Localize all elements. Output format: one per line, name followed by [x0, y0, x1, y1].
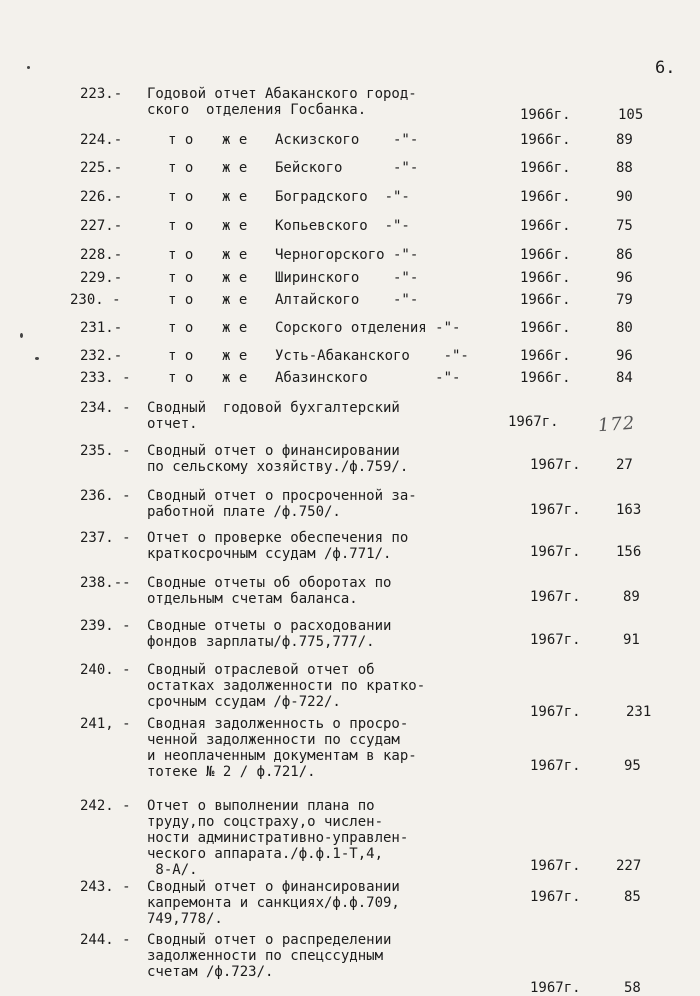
- item-title: Сводный отраслевой отчет об остатках задолженности по кратко- срочным ссудам /ф-722/.: [147, 662, 426, 710]
- item-number: 242. -: [80, 798, 131, 814]
- item-number: 240. -: [80, 662, 131, 678]
- item-number: 230. -: [70, 292, 121, 308]
- item-sheet-count: 231: [626, 704, 652, 720]
- item-organization: Ширинского -"-: [275, 270, 419, 286]
- item-number: 228.-: [80, 247, 123, 263]
- item-year: 1967г.: [530, 704, 581, 720]
- item-title: Сводный отчет о финансировании капремонта и санкциях/ф.ф.709, 749,778/.: [147, 879, 400, 927]
- item-number: 236. -: [80, 488, 131, 504]
- margin-speck: [35, 357, 39, 360]
- item-number: 224.-: [80, 132, 123, 148]
- item-sheet-count: 75: [616, 218, 633, 234]
- item-year: 1967г.: [530, 632, 581, 648]
- item-organization: Усть-Абаканского -"-: [275, 348, 469, 364]
- item-title: Сводный годовой бухгалтерский отчет.: [147, 400, 400, 432]
- item-year: 1967г.: [530, 758, 581, 774]
- item-year: 1966г.: [520, 292, 571, 308]
- item-number: 241, -: [80, 716, 131, 732]
- item-organization: Черногорского -"-: [275, 247, 419, 263]
- ditto-word-zhe: ж е: [222, 160, 248, 176]
- ditto-word-to: т о: [168, 348, 194, 364]
- item-year: 1966г.: [520, 160, 571, 176]
- ditto-word-zhe: ж е: [222, 370, 248, 386]
- ditto-word-zhe: ж е: [222, 320, 248, 336]
- item-sheet-count: 80: [616, 320, 633, 336]
- item-title: Отчет о проверке обеспечения по краткосрочным ссудам /ф.771/.: [147, 530, 409, 562]
- item-number: 244. -: [80, 932, 131, 948]
- ditto-word-to: т о: [168, 270, 194, 286]
- item-year: 1967г.: [530, 858, 581, 874]
- item-sheet-count: 86: [616, 247, 633, 263]
- item-sheet-count: 227: [616, 858, 642, 874]
- item-year: 1966г.: [520, 189, 571, 205]
- item-number: 229.-: [80, 270, 123, 286]
- ditto-word-zhe: ж е: [222, 292, 248, 308]
- item-number: 227.-: [80, 218, 123, 234]
- ditto-word-to: т о: [168, 218, 194, 234]
- item-number: 234. -: [80, 400, 131, 416]
- item-number: 239. -: [80, 618, 131, 634]
- item-organization: Аскизского -"-: [275, 132, 419, 148]
- item-sheet-count: 90: [616, 189, 633, 205]
- ditto-word-zhe: ж е: [222, 348, 248, 364]
- ditto-word-to: т о: [168, 247, 194, 263]
- item-number: 226.-: [80, 189, 123, 205]
- ditto-word-to: т о: [168, 320, 194, 336]
- item-number: 225.-: [80, 160, 123, 176]
- item-number: 237. -: [80, 530, 131, 546]
- item-sheet-count: 84: [616, 370, 633, 386]
- ditto-word-to: т о: [168, 292, 194, 308]
- item-year: 1967г.: [530, 544, 581, 560]
- ditto-word-to: т о: [168, 132, 194, 148]
- item-sheet-count: 96: [616, 270, 633, 286]
- item-number: 233. -: [80, 370, 131, 386]
- item-year: 1967г.: [530, 502, 581, 518]
- ditto-word-to: т о: [168, 189, 194, 205]
- item-organization: Боградского -"-: [275, 189, 410, 205]
- item-organization: Алтайского -"-: [275, 292, 419, 308]
- item-organization: Копьевского -"-: [275, 218, 410, 234]
- item-year: 1967г.: [530, 457, 581, 473]
- item-sheet-count: 163: [616, 502, 642, 518]
- item-year: 1967г.: [508, 414, 559, 430]
- item-title: Сводные отчеты об оборотах по отдельным счетам баланса.: [147, 575, 392, 607]
- item-sheet-count: 156: [616, 544, 642, 560]
- item-sheet-count: 89: [616, 132, 633, 148]
- item-year: 1966г.: [520, 132, 571, 148]
- item-organization: Абазинского -"-: [275, 370, 461, 386]
- item-year: 1966г.: [520, 107, 571, 123]
- item-sheet-count: 96: [616, 348, 633, 364]
- item-number: 232.-: [80, 348, 123, 364]
- item-number: 235. -: [80, 443, 131, 459]
- item-title: Сводный отчет о финансировании по сельскому хозяйству./ф.759/.: [147, 443, 409, 475]
- item-year: 1967г.: [530, 889, 581, 905]
- ditto-word-zhe: ж е: [222, 189, 248, 205]
- item-title: Годовой отчет Абаканского город- ского отделения Госбанка.: [147, 86, 417, 118]
- item-title: Сводный отчет о просроченной за- работной плате /ф.750/.: [147, 488, 417, 520]
- item-organization: Сорского отделения -"-: [275, 320, 461, 336]
- item-year: 1966г.: [520, 247, 571, 263]
- ditto-word-zhe: ж е: [222, 218, 248, 234]
- item-year: 1966г.: [520, 270, 571, 286]
- ditto-word-zhe: ж е: [222, 270, 248, 286]
- margin-speck: [27, 66, 30, 69]
- ditto-word-to: т о: [168, 160, 194, 176]
- item-sheet-count: 85: [624, 889, 641, 905]
- item-sheet-count: 58: [624, 980, 641, 996]
- item-title: Сводный отчет о распределении задолженности по спецссудным счетам /ф.723/.: [147, 932, 392, 980]
- item-year: 1966г.: [520, 348, 571, 364]
- item-sheet-count: 105: [618, 107, 644, 123]
- item-year: 1966г.: [520, 320, 571, 336]
- item-number: 223.-: [80, 86, 123, 102]
- handwritten-note: 172: [597, 412, 637, 437]
- page-number: 6.: [655, 58, 676, 78]
- item-number: 243. -: [80, 879, 131, 895]
- ditto-word-to: т о: [168, 370, 194, 386]
- item-number: 231.-: [80, 320, 123, 336]
- margin-speck: [20, 333, 23, 338]
- item-title: Сводные отчеты о расходовании фондов зарплаты/ф.775,777/.: [147, 618, 392, 650]
- item-year: 1966г.: [520, 218, 571, 234]
- ditto-word-zhe: ж е: [222, 132, 248, 148]
- item-number: 238.--: [80, 575, 131, 591]
- item-year: 1967г.: [530, 589, 581, 605]
- item-year: 1966г.: [520, 370, 571, 386]
- item-sheet-count: 79: [616, 292, 633, 308]
- item-title: Отчет о выполнении плана по труду,по соцстраху,о числен- ности административно-управлен- ческого аппарата./ф.ф.1-Т,4, 8-А/.: [147, 798, 409, 878]
- item-year: 1967г.: [530, 980, 581, 996]
- item-title: Сводная задолженность о просро- ченной задолженности по ссудам и неоплаченным документам в кар- тотеке № 2 / ф.721/.: [147, 716, 417, 780]
- item-sheet-count: 91: [623, 632, 640, 648]
- item-sheet-count: 89: [623, 589, 640, 605]
- item-sheet-count: 95: [624, 758, 641, 774]
- item-organization: Бейского -"-: [275, 160, 419, 176]
- ditto-word-zhe: ж е: [222, 247, 248, 263]
- item-sheet-count: 27: [616, 457, 633, 473]
- item-sheet-count: 88: [616, 160, 633, 176]
